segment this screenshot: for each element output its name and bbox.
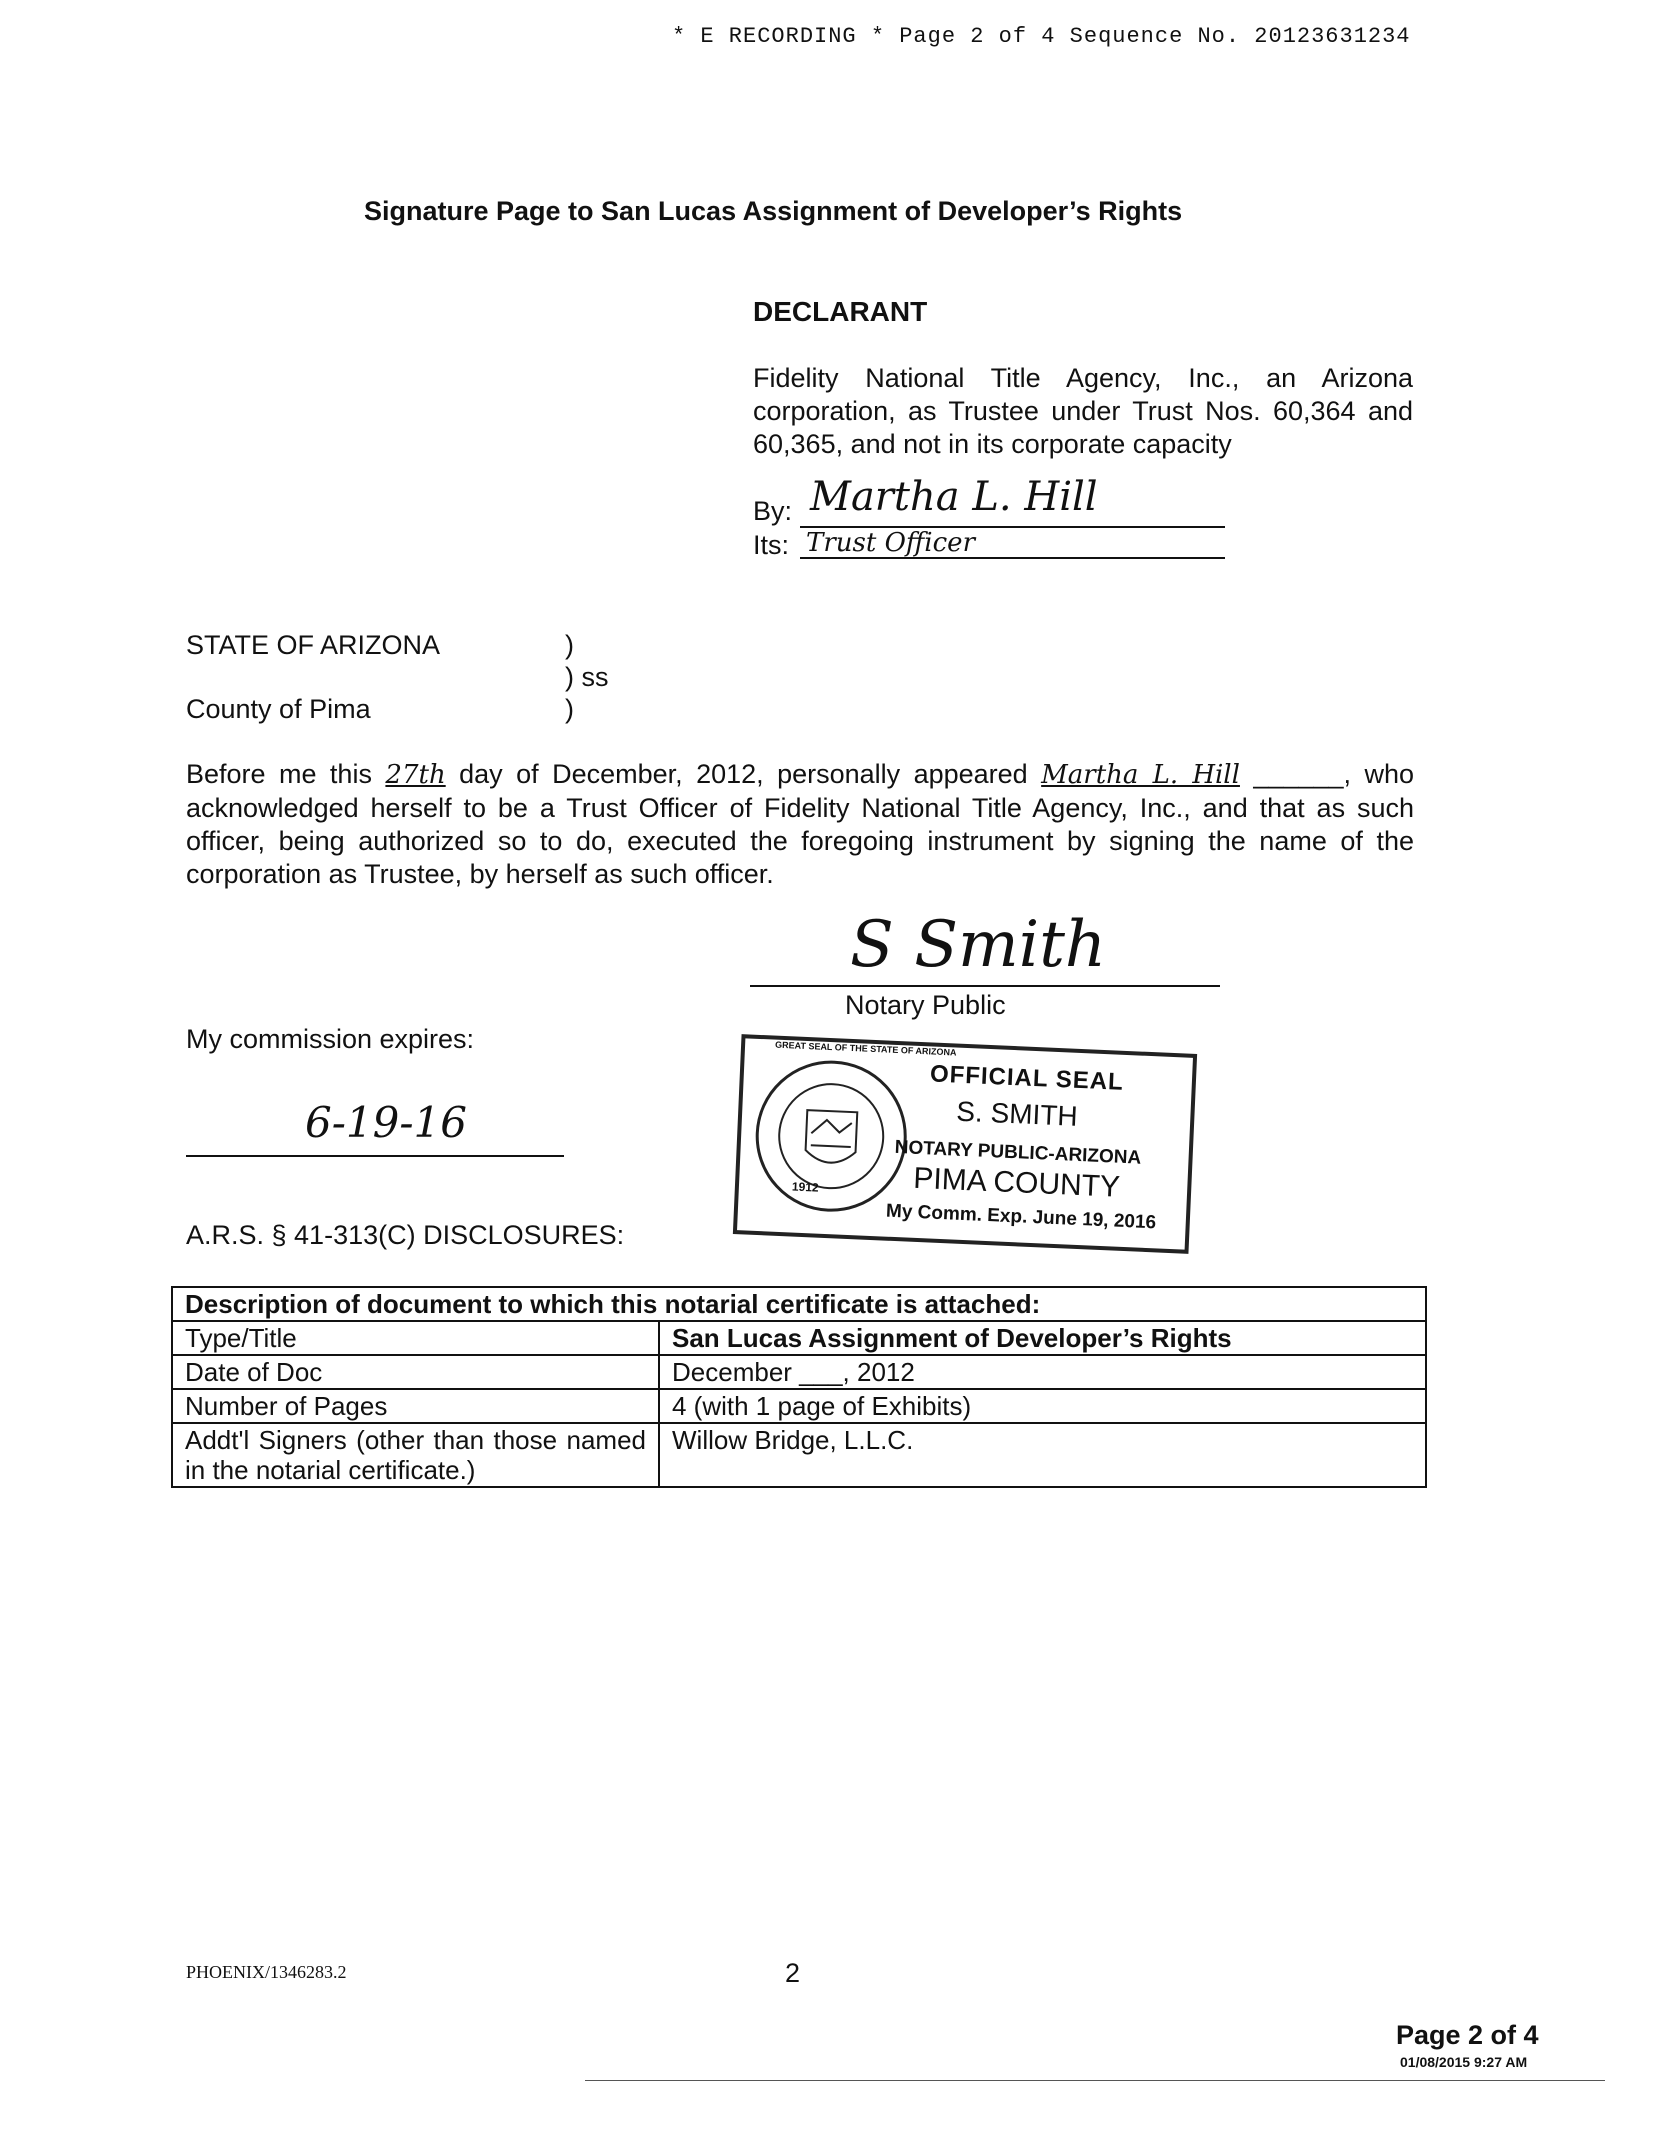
- table-row: [172, 1389, 1426, 1423]
- table-row: [172, 1355, 1426, 1389]
- commission-label: My commission expires:: [186, 1024, 475, 1054]
- footer-rule: [585, 2080, 1605, 2081]
- row-label: Type/Title: [172, 1321, 659, 1355]
- row-value: 4 (with 1 page of Exhibits): [659, 1389, 1426, 1423]
- notarial-certificate-table: [171, 1286, 1427, 1488]
- commission-line: [186, 1155, 564, 1157]
- its-handwritten-title: Trust Officer: [806, 528, 975, 558]
- row-value: December ___, 2012: [659, 1355, 1426, 1389]
- commission-date: 6-19-16: [305, 1098, 467, 1147]
- official-seal-stamp: [733, 1034, 1197, 1254]
- page-number: 2: [785, 1958, 801, 1988]
- table-header-row: [172, 1287, 1426, 1321]
- seal-title: NOTARY PUBLIC-ARIZONA: [894, 1136, 1142, 1169]
- row-label: Number of Pages: [172, 1389, 659, 1423]
- state-seal-icon: [748, 1053, 915, 1220]
- ack-day-handwritten: 27th: [385, 760, 446, 790]
- table-header: Description of document to which this notarial certificate is attached:: [172, 1287, 1426, 1321]
- venue-paren-1: ): [565, 630, 574, 660]
- declarant-heading: DECLARANT: [753, 296, 928, 327]
- notary-label: Notary Public: [845, 990, 1006, 1020]
- seal-county: PIMA COUNTY: [912, 1161, 1121, 1204]
- seal-ring-text: GREAT SEAL OF THE STATE OF ARIZONA: [774, 1039, 957, 1058]
- seal-expiry: My Comm. Exp. June 19, 2016: [885, 1200, 1157, 1234]
- its-signature-line: [800, 557, 1225, 559]
- page-of: Page 2 of 4: [1396, 2020, 1539, 2050]
- venue-ss: ) ss: [565, 662, 609, 692]
- its-label: Its:: [753, 530, 790, 560]
- ack-name-handwritten: Martha L. Hill: [1041, 760, 1240, 790]
- document-id: PHOENIX/1346283.2: [186, 1962, 347, 1982]
- seal-name: S. SMITH: [955, 1095, 1079, 1132]
- row-value: Willow Bridge, L.L.C.: [659, 1423, 1426, 1487]
- declarant-description: Fidelity National Title Agency, Inc., an Arizona corporation, as Trustee under Trust Nos. 60,364 and 60,365, and not in its corporate capacity: [753, 363, 1413, 459]
- recording-header: * E RECORDING * Page 2 of 4 Sequence No. 20123631234: [672, 24, 1411, 49]
- venue-county: County of Pima: [186, 694, 371, 724]
- notary-signature: S Smith: [850, 908, 1107, 982]
- row-value: San Lucas Assignment of Developer’s Rights: [659, 1321, 1426, 1355]
- ack-middle: day of December, 2012, personally appeared: [459, 759, 1028, 789]
- notary-signature-line: [750, 985, 1220, 987]
- venue-state: STATE OF ARIZONA: [186, 630, 441, 660]
- ack-rest: , who acknowledged herself to be a Trust Officer of Fidelity National Title Agency, Inc., and that as such officer, being authorized so to do, executed the foregoing instrument by signing the name of the corporation as Trustee, by herself as such officer.: [186, 759, 1414, 889]
- table-row: [172, 1321, 1426, 1355]
- ack-blank: ______: [1253, 759, 1344, 789]
- row-label: Addt'l Signers (other than those named in the notarial certificate.): [172, 1423, 659, 1487]
- disclosures-heading: A.R.S. § 41-313(C) DISCLOSURES:: [186, 1220, 625, 1250]
- row-label: Date of Doc: [172, 1355, 659, 1389]
- ack-before: Before me this: [186, 759, 372, 789]
- table-row: [172, 1423, 1426, 1487]
- seal-year: 1912: [791, 1179, 819, 1195]
- acknowledgment-paragraph: [186, 758, 1414, 891]
- declarant-signature: Martha L. Hill: [810, 474, 1098, 520]
- venue-paren-3: ): [565, 694, 574, 724]
- seal-official: OFFICIAL SEAL: [929, 1060, 1125, 1096]
- page-title: Signature Page to San Lucas Assignment of Developer’s Rights: [364, 196, 1183, 226]
- print-timestamp: 01/08/2015 9:27 AM: [1400, 2054, 1528, 2070]
- by-label: By:: [753, 496, 793, 526]
